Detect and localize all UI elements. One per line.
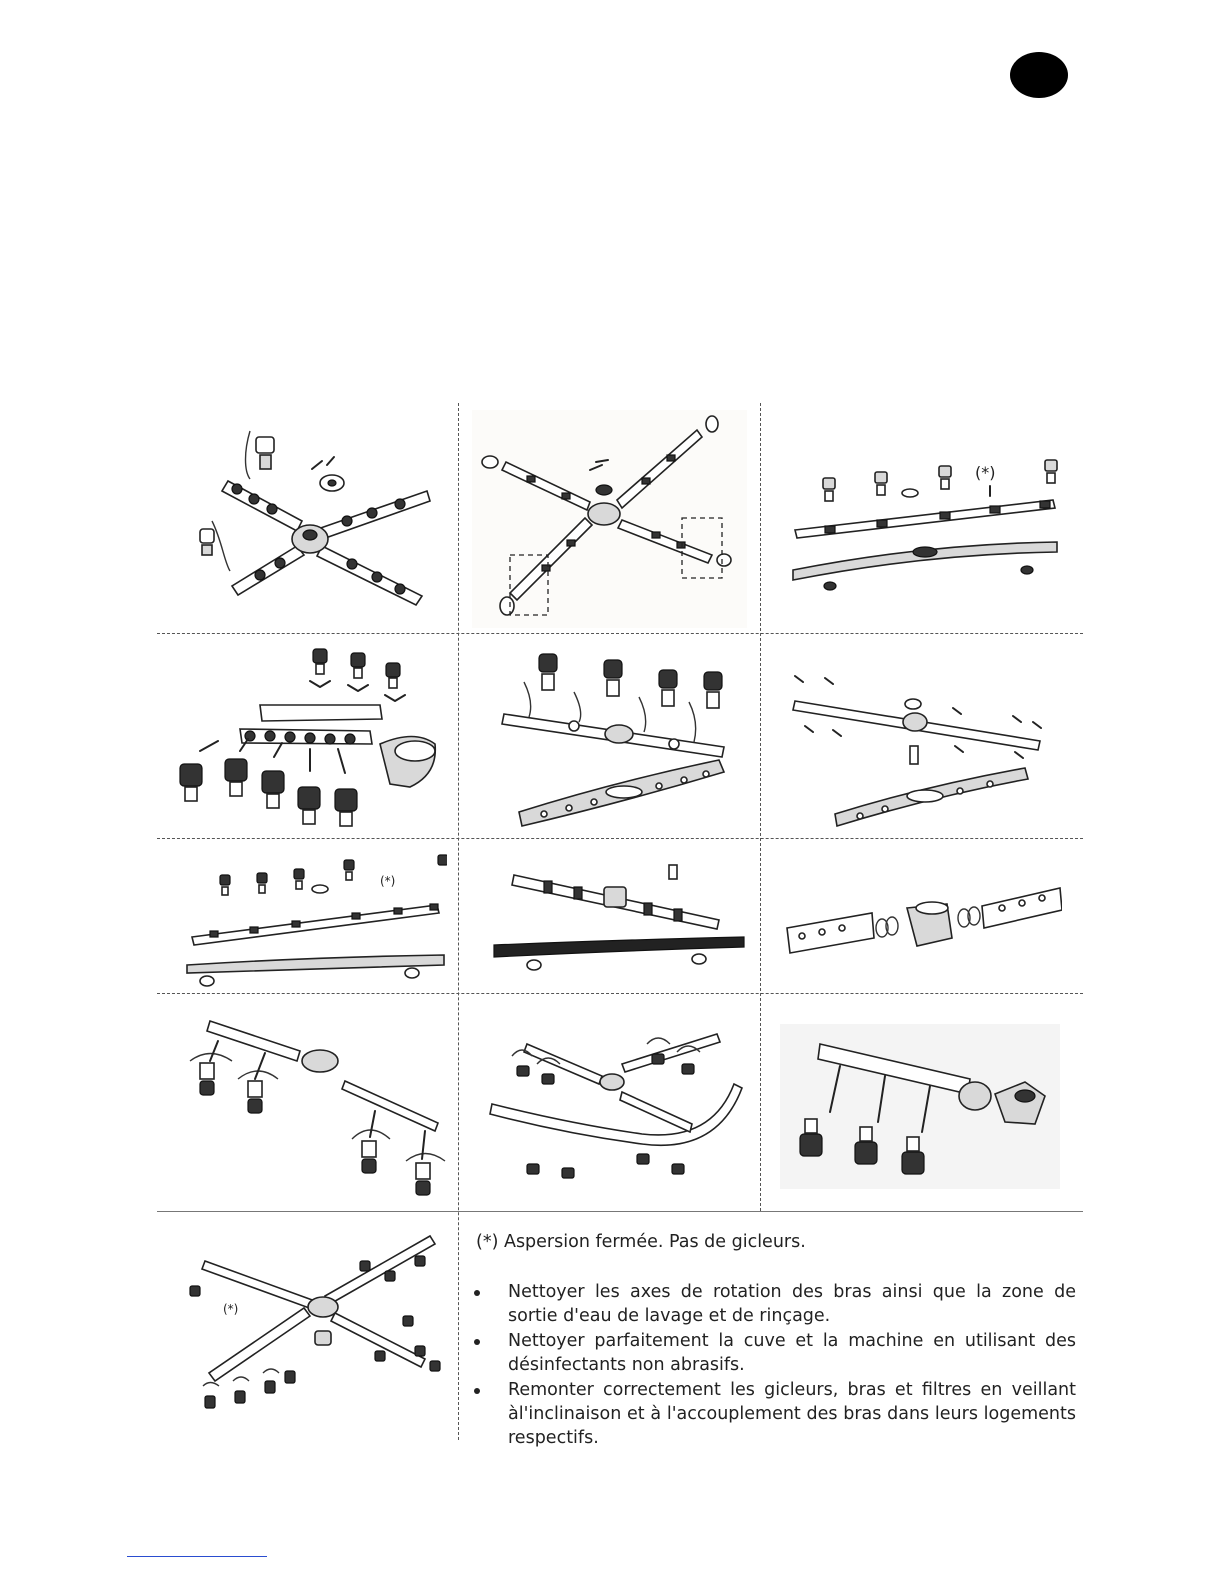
figure-flat-arm-dark bbox=[469, 845, 754, 990]
figure-arm-hub-exploded bbox=[777, 845, 1067, 990]
figure-lower-arm-nozzles bbox=[167, 639, 447, 834]
figure-cross-arm-exploded bbox=[469, 408, 749, 630]
instruction-item: Remonter correctement les gicleurs, bras et filtres en veillant àl'inclinaison et à l'accouplement des bras dans leurs logements respectifs. bbox=[466, 1378, 1076, 1450]
asterisk-marker-label: (*) bbox=[380, 874, 396, 888]
figure-tube-arm-nozzles bbox=[167, 1001, 452, 1206]
instructions-block bbox=[466, 1230, 1076, 1451]
column-divider bbox=[458, 403, 459, 1440]
asterisk-marker-label: (*) bbox=[974, 463, 995, 482]
row-divider bbox=[157, 993, 1083, 994]
figure-arm-assembly-b bbox=[469, 639, 754, 834]
asterisk-marker-label: (*) bbox=[222, 1301, 238, 1316]
instruction-item: Nettoyer les axes de rotation des bras ainsi que la zone de sortie d'eau de lavage et de rinçage. bbox=[466, 1280, 1076, 1328]
figure-frame-arm-nozzles bbox=[469, 1001, 754, 1206]
instruction-list bbox=[466, 1280, 1076, 1450]
row-divider bbox=[157, 838, 1083, 839]
column-divider bbox=[760, 403, 761, 1211]
page-language-marker bbox=[1010, 52, 1068, 98]
figure-flat-arm-nozzles bbox=[167, 845, 452, 990]
row-divider bbox=[157, 1211, 1083, 1212]
figure-flat-arm-top bbox=[777, 443, 1067, 603]
figure-arm-assembly-c bbox=[777, 643, 1067, 833]
figure-star-arm-nozzles bbox=[167, 418, 447, 623]
figure-cross-arm-nozzles bbox=[172, 1218, 452, 1428]
instruction-item: Nettoyer parfaitement la cuve et la machine en utilisant des désinfectants non abrasifs. bbox=[466, 1329, 1076, 1377]
footer-link-underline[interactable] bbox=[127, 1556, 267, 1557]
asterisk-note: (*) Aspersion fermée. Pas de gicleurs. bbox=[476, 1232, 806, 1252]
figure-arm-connector bbox=[777, 1021, 1062, 1191]
row-divider bbox=[157, 633, 1083, 634]
